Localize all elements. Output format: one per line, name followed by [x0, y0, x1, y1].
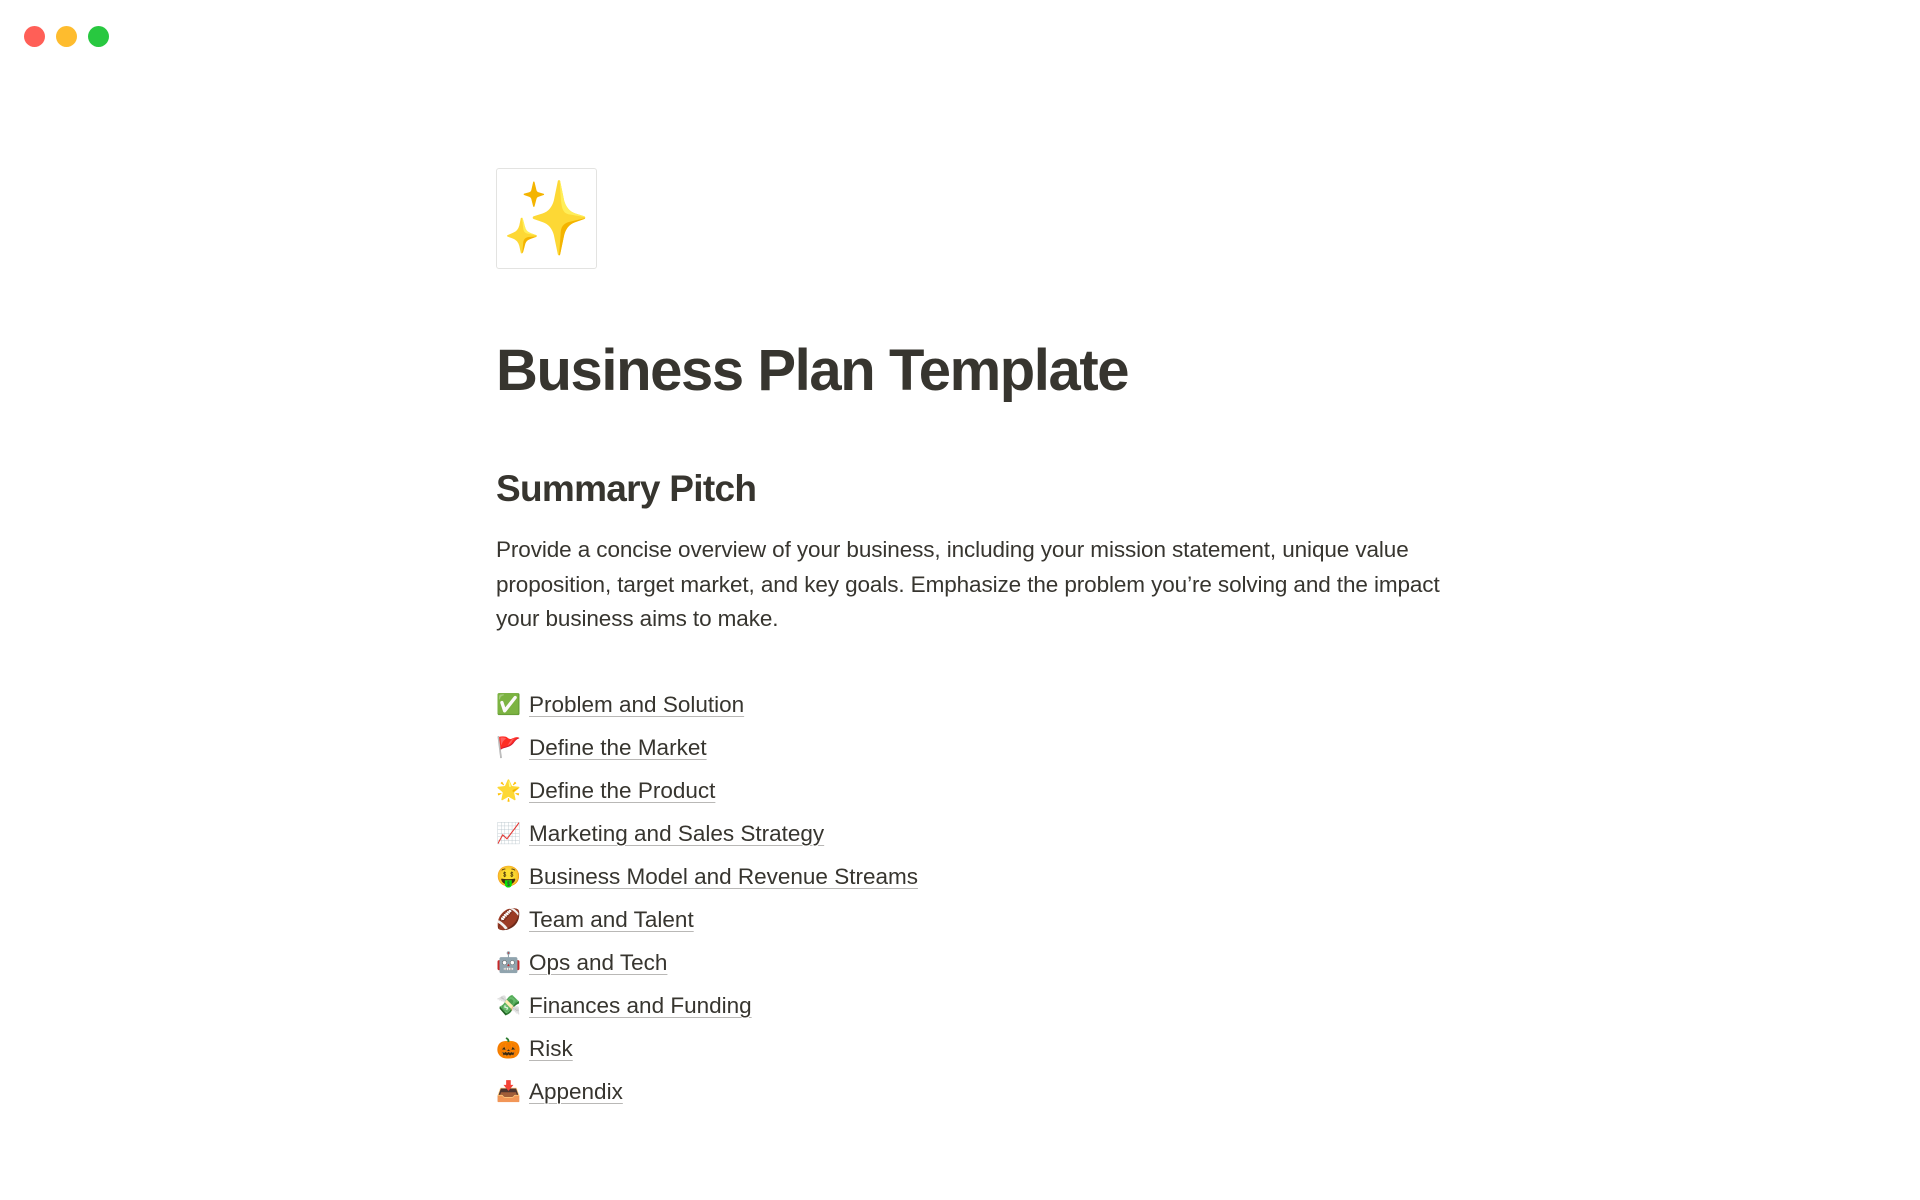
chart-increasing-icon: 📈 [496, 822, 521, 845]
list-item[interactable] [496, 726, 1476, 769]
list-item[interactable] [496, 941, 1476, 984]
sparkler-icon: ✨ [501, 178, 592, 259]
page-link-marketing-and-sales-strategy[interactable]: Marketing and Sales Strategy [529, 820, 825, 846]
page-title[interactable]: Business Plan Template [496, 338, 1129, 403]
page-cover-icon[interactable] [496, 168, 597, 269]
money-mouth-face-icon: 🤑 [496, 865, 521, 888]
section-heading-summary-pitch[interactable]: Summary Pitch [496, 467, 757, 509]
glowing-star-icon: 🌟 [496, 779, 521, 802]
list-item[interactable] [496, 1027, 1476, 1070]
list-item[interactable] [496, 683, 1476, 726]
list-item[interactable] [496, 1070, 1476, 1113]
list-item[interactable] [496, 855, 1476, 898]
document-content [496, 0, 1476, 1113]
inbox-tray-icon: 📥 [496, 1080, 521, 1103]
page-link-list [496, 683, 1476, 1113]
summary-pitch-paragraph[interactable]: Provide a concise overview of your business, including your mission statement, unique value proposition, target market, and key goals. Emphasize the problem you’re solving and the impact your business aims to make. [496, 537, 1440, 632]
page-link-ops-and-tech[interactable]: Ops and Tech [529, 949, 668, 975]
jack-o-lantern-icon: 🎃 [496, 1037, 521, 1060]
page-link-team-and-talent[interactable]: Team and Talent [529, 906, 694, 932]
list-item[interactable] [496, 812, 1476, 855]
page-link-risk[interactable]: Risk [529, 1035, 573, 1061]
green-sparkle-icon: ✅ [496, 693, 521, 716]
list-item[interactable] [496, 769, 1476, 812]
money-with-wings-icon: 💸 [496, 994, 521, 1017]
list-item[interactable] [496, 898, 1476, 941]
triangular-flag-icon: 🚩 [496, 736, 521, 759]
page-link-business-model-and-revenue-streams[interactable]: Business Model and Revenue Streams [529, 863, 918, 889]
page-link-appendix[interactable]: Appendix [529, 1078, 623, 1104]
page-link-define-the-product[interactable]: Define the Product [529, 777, 716, 803]
page-link-problem-and-solution[interactable]: Problem and Solution [529, 691, 745, 717]
page-link-define-the-market[interactable]: Define the Market [529, 734, 707, 760]
page-link-finances-and-funding[interactable]: Finances and Funding [529, 992, 752, 1018]
robot-icon: 🤖 [496, 951, 521, 974]
list-item[interactable] [496, 984, 1476, 1027]
american-football-icon: 🏈 [496, 908, 521, 931]
